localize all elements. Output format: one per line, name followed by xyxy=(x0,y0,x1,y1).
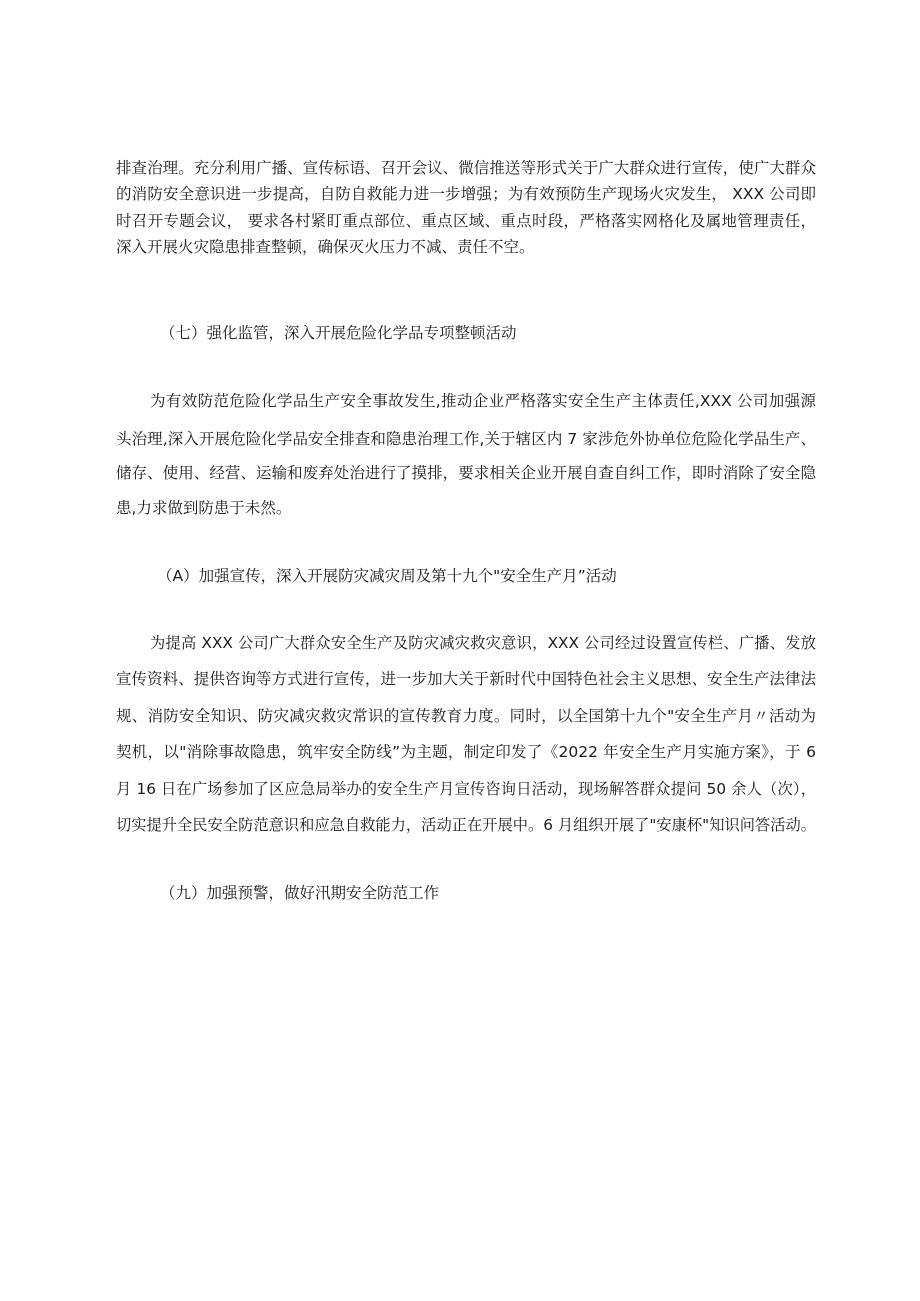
section-heading-8: （A）加强宣传，深入开展防灾减灾周及第十九个"安全生产月”活动 xyxy=(157,567,617,585)
paragraph-2-line-4: 患,力求做到防患于未然。 xyxy=(116,499,292,517)
paragraph-3-line-6: 切实提升全民安全防范意识和应急自救能力，活动正在开展中。6 月组织开展了"安康杯"知识问答活动。 xyxy=(116,816,816,834)
section-heading-9: （九）加强预警，做好汛期安全防范工作 xyxy=(160,884,440,902)
paragraph-2-line-2: 头治理,深入开展危险化学品安全排查和隐患治理工作,关于辖区内 7 家涉危外协单位危险化学品生产、 xyxy=(116,430,816,448)
paragraph-3-line-5: 月 16 日在广场参加了区应急局举办的安全生产月宣传咨询日活动，现场解答群众提问 50 余人（次）， xyxy=(116,780,816,798)
paragraph-2-line-3: 储存、使用、经营、运输和废弃处治进行了摸排，要求相关企业开展自查自纠工作，即时消除了安全隐 xyxy=(116,464,816,482)
section-heading-7: （七）强化监管，深入开展危险化学品专项整顿活动 xyxy=(160,324,517,342)
paragraph-3-line-4: 契机，以"消除事故隐患，筑牢安全防线”为主题，制定印发了《2022 年安全生产月实施方案》，于 6 xyxy=(116,743,816,761)
paragraph-1-line-1: 排查治理。充分利用广播、宣传标语、召开会议、微信推送等形式关于广大群众进行宣传，使广大群众 xyxy=(116,159,816,177)
paragraph-3-line-2: 宣传资料、提供咨询等方式进行宣传，进一步加大关于新时代中国特色社会主义思想、安全生产法律法 xyxy=(116,670,816,688)
paragraph-1-line-3: 时召开专题会议， 要求各村紧盯重点部位、重点区域、重点时段，严格落实网格化及属地管理责任， xyxy=(116,212,816,230)
paragraph-2-line-1: 为有效防范危险化学品生产安全事故发生,推动企业严格落实安全生产主体责任,XXX 公司加强源 xyxy=(150,392,816,410)
paragraph-1-line-2: 的消防安全意识进一步提高，自防自救能力进一步增强；为有效预防生产现场火灾发生， XXX 公司即 xyxy=(116,185,816,203)
paragraph-1-line-4: 深入开展火灾隐患排查整顿，确保灭火压力不减、责任不空。 xyxy=(116,238,535,256)
paragraph-3-line-1: 为提高 XXX 公司广大群众安全生产及防灾减灾救灾意识，XXX 公司经过设置宣传栏、广播、发放 xyxy=(150,634,816,652)
paragraph-3-line-3: 规、消防安全知识、防灾减灾救灾常识的宣传教育力度。同时，以全国第十九个"安全生产月〃活动为 xyxy=(116,707,816,725)
